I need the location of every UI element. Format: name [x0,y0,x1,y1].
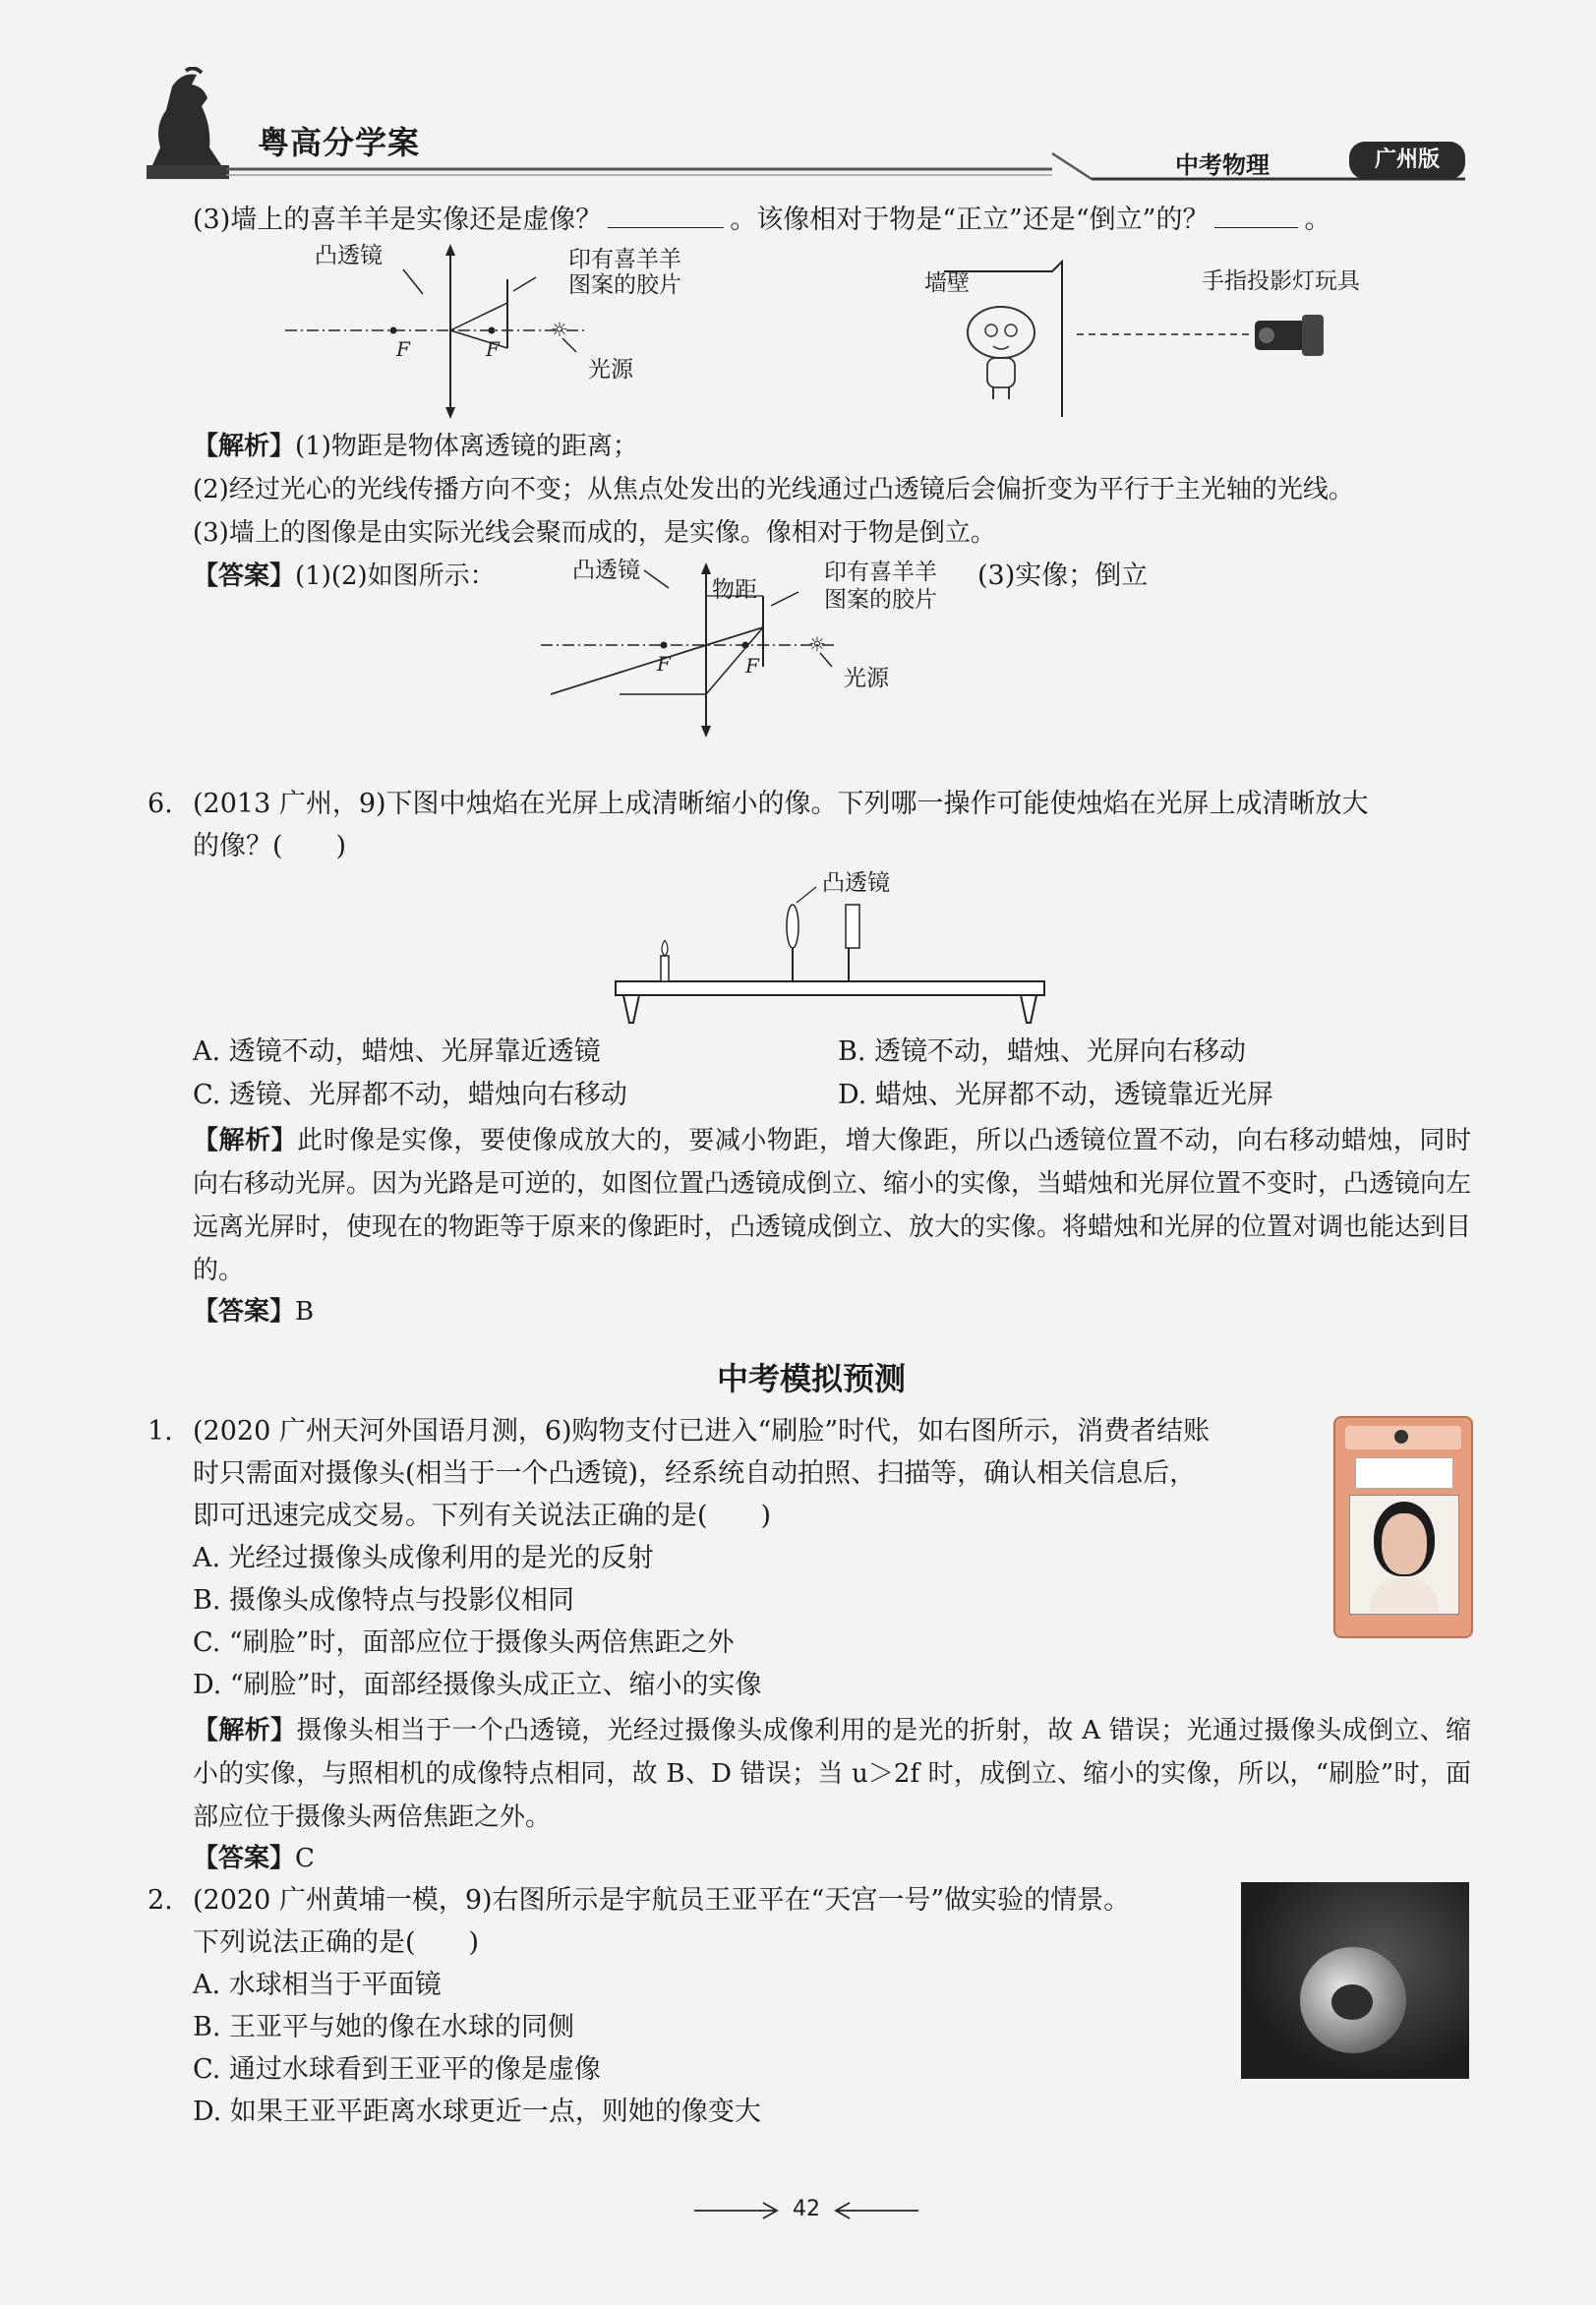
wall-label: 墙壁 [924,270,970,296]
ans-lens-label: 凸透镜 [572,558,640,583]
water-ball-photo [1241,1882,1469,2079]
brand-title: 粤高分学案 [258,124,421,161]
q5-analysis-3: (3)墙上的图像是由实际光线会聚而成的，是实像。像相对于物是倒立。 [193,518,996,548]
m1-option-c: C. “刷脸”时，面部应位于摄像头两倍焦距之外 [193,1627,735,1658]
q5-answer-part3: (3)实像；倒立 [977,561,1149,591]
answer-blank-1 [608,206,724,228]
toy-label: 手指投影灯玩具 [1202,268,1360,294]
page-header [0,0,1596,187]
goat-statue-logo [143,67,231,183]
face-payment-device-image [1333,1416,1473,1638]
answer-blank-2 [1214,206,1298,228]
m2-option-b: B. 王亚平与她的像在水球的同侧 [193,2012,575,2042]
ans-f-left-label: F [657,652,671,676]
q6-stem-2: 的像？( ) [193,831,347,861]
f-right-label: F [486,337,500,361]
page-number: 42 [793,2197,820,2221]
m1-number: 1. [148,1416,173,1447]
header-subject: 中考物理 [1175,151,1270,179]
q6-analysis: 【解析】此时像是实像，要使像成放大的，要减小物距，增大像距，所以凸透镜位置不动，向右移动蜡烛，同时向右移动光屏。因为光路是可逆的，如图位置凸透镜成倒立、缩小的实像，当蜡烛和光屏位置不变时，凸透镜向左远离光屏时，使现在的物距等于原来的像距时，凸透镜成倒立、放大的实像。将蜡烛和光屏的位置对调也能达到目的。 [193,1126,1472,1285]
pleasant-goat-image [968,307,1034,399]
q5-part3: (3)墙上的喜羊羊是实像还是虚像？ 。该像相对于物是“正立”还是“倒立”的？ 。 [193,205,1331,235]
bench-lens-label: 凸透镜 [822,870,890,896]
m1-stem-1: (2020 广州天河外国语月测，6)购物支付已进入“刷脸”时代，如右图所示，消费者结账 [193,1416,1211,1447]
m2-number: 2. [148,1885,173,1916]
optical-bench-figure [610,865,1052,1029]
page-footer [688,2195,924,2228]
projector-toy-image [1255,315,1324,356]
q5-analysis-1: 【解析】(1)物距是物体离透镜的距离； [193,432,638,461]
svg-text:☼: ☼ [808,632,826,656]
m1-stem-2: 时只需面对摄像头(相当于一个凸透镜)，经系统自动拍照、扫描等，确认相关信息后， [193,1458,1197,1489]
q5-answer: 【答案】(1)(2)如图所示： [193,561,496,591]
m2-stem-1: (2020 广州黄埔一模，9)右图所示是宇航员王亚平在“天宫一号”做实验的情景。 [193,1885,1131,1916]
svg-text:☼: ☼ [551,318,568,341]
q6-option-a: A. 透镜不动，蜡烛、光屏靠近透镜 [193,1036,601,1067]
answer-lens-figure [531,557,964,738]
header-rule [226,148,1465,187]
ans-distance-label: 物距 [712,577,757,603]
m1-stem-3: 即可迅速完成交易。下列有关说法正确的是( ) [193,1501,772,1531]
wall-projection-figure [905,252,1396,419]
face-photo [1349,1495,1459,1615]
m1-analysis: 【解析】摄像头相当于一个凸透镜，光经过摄像头成像利用的是光的折射，故 A 错误；光通过摄像头成倒立、缩小的实像，与照相机的成像特点相同，故 B、D 错误；当 u＞2f 时，成倒立、缩小的实像，所以，“刷脸”时，面部应位于摄像头两倍焦距之外。 [193,1716,1471,1832]
lens-label: 凸透镜 [315,243,383,268]
edition-badge: 广州版 [1349,142,1465,179]
ans-film-label-1: 印有喜羊羊 [824,560,937,585]
m1-option-d: D. “刷脸”时，面部经摄像头成正立、缩小的实像 [193,1670,762,1700]
q6-answer: 【答案】B [193,1297,315,1327]
f-left-label: F [396,337,410,361]
ans-light-label: 光源 [844,666,889,691]
m1-option-b: B. 摄像头成像特点与投影仪相同 [193,1585,575,1616]
m2-option-d: D. 如果王亚平距离水球更近一点，则她的像变大 [193,2097,761,2127]
m2-option-a: A. 水球相当于平面镜 [193,1970,442,2000]
q6-option-c: C. 透镜、光屏都不动，蜡烛向右移动 [193,1080,627,1110]
film-label-1: 印有喜羊羊 [568,247,681,272]
m1-option-a: A. 光经过摄像头成像利用的是光的反射 [193,1543,654,1573]
m1-answer: 【答案】C [193,1844,315,1873]
q6-stem-1: (2013 广州，9)下图中烛焰在光屏上成清晰缩小的像。下列哪一操作可能使烛焰在光屏上成清晰放大 [193,789,1369,819]
q6-number: 6. [148,789,173,819]
ans-film-label-2: 图案的胶片 [824,587,937,613]
q6-option-b: B. 透镜不动，蜡烛、光屏向右移动 [838,1036,1247,1067]
m2-option-c: C. 通过水球看到王亚平的像是虚像 [193,2054,601,2085]
ans-f-right-label: F [745,654,759,678]
film-label-2: 图案的胶片 [568,272,681,298]
q6-option-d: D. 蜡烛、光屏都不动，透镜靠近光屏 [838,1080,1273,1110]
section-title: 中考模拟预测 [716,1360,906,1397]
lens-figure [275,240,688,423]
q5-analysis-2: (2)经过光心的光线传播方向不变；从焦点处发出的光线通过凸透镜后会偏折变为平行于主光轴的光线。 [193,475,1354,504]
m2-stem-2: 下列说法正确的是( ) [193,1927,480,1958]
light-label: 光源 [588,357,633,383]
